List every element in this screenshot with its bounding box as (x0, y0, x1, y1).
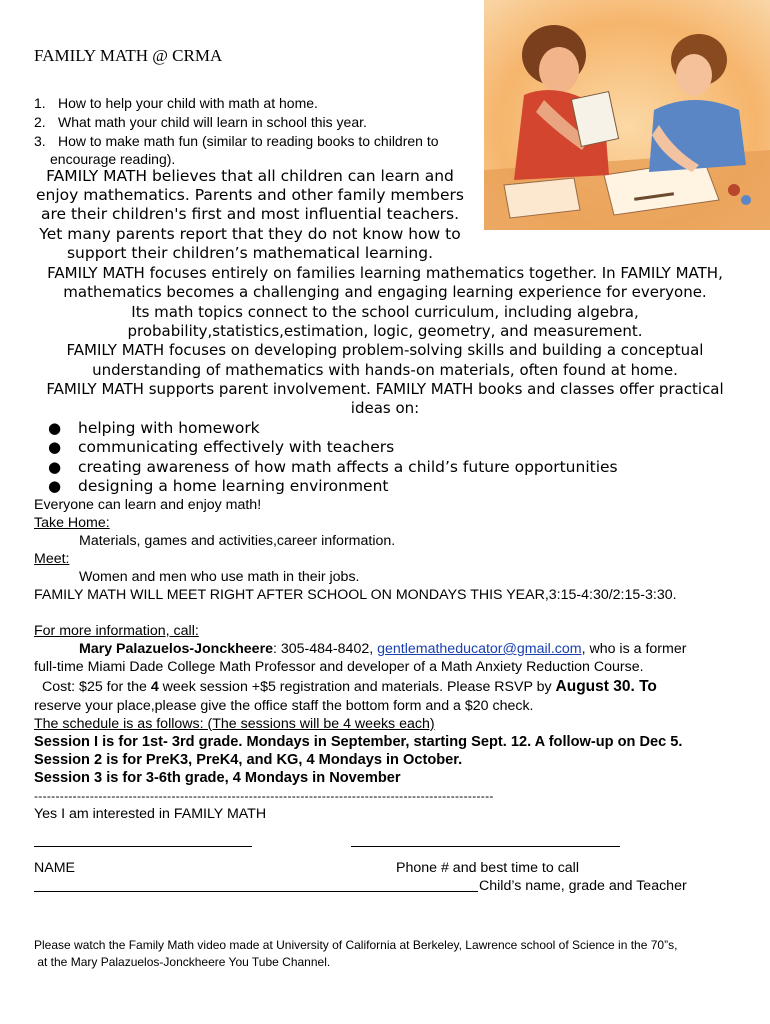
goal-item-1: 1. How to help your child with math at home. (34, 95, 318, 111)
page-title: FAMILY MATH @ CRMA (34, 46, 223, 65)
idea-bullet: ● creating awareness of how math affects a child’s future opportunities (48, 458, 618, 476)
name-blank-line[interactable] (34, 846, 252, 847)
session-2: Session 2 is for PreK3, PreK4, and KG, 4 Mondays in October. (34, 752, 463, 768)
belief-line: Yet many parents report that they do not know how to (39, 225, 461, 243)
belief-line: are their children's first and most influential teachers. (40, 205, 459, 223)
footer-line-1: Please watch the Family Math video made at University of California at Berkeley, Lawrence school of Science in the 70”s, (34, 938, 678, 952)
contact-line (79, 640, 686, 658)
everyone-text: Everyone can learn and enjoy math! (34, 497, 262, 513)
focus-line: Its math topics connect to the school curriculum, including algebra, (131, 303, 639, 321)
focus-line: FAMILY MATH focuses entirely on families learning mathematics together. In FAMILY MATH, (47, 264, 723, 282)
child-info-blank-line[interactable] (34, 891, 478, 892)
contact-phone: : 305-484-8402, (272, 641, 378, 657)
idea-bullet: ● communicating effectively with teachers (48, 438, 395, 456)
focus-line: FAMILY MATH supports parent involvement. FAMILY MATH books and classes offer practical (46, 380, 724, 398)
name-label: NAME (34, 860, 75, 876)
belief-line: FAMILY MATH believes that all children can learn and (46, 167, 454, 185)
goal-item-2: 2. What math your child will learn in school this year. (34, 114, 367, 130)
goal-item-3: 3. How to make math fun (similar to reading books to children to (34, 133, 439, 149)
cost-reserve-line: reserve your place,please give the office staff the bottom form and a $20 check. (34, 698, 534, 714)
bullet-dot-icon: ● (48, 419, 62, 437)
cut-divider: ----------------------------------------------------------------------------------------------------------- (34, 789, 494, 803)
idea-bullet: ● helping with homework (48, 419, 260, 437)
contact-name: Mary Palazuelos-Jonckheere (79, 641, 273, 657)
illustration-art (484, 0, 770, 230)
meet-label: Meet: (34, 551, 70, 567)
focus-line: mathematics becomes a challenging and engaging learning experience for everyone. (63, 283, 707, 301)
bullet-dot-icon: ● (48, 458, 62, 476)
focus-line: probability,statistics,estimation, logic, geometry, and measurement. (127, 322, 643, 340)
bullet-dot-icon: ● (48, 438, 62, 456)
focus-line: FAMILY MATH focuses on developing problem-solving skills and building a conceptual (66, 341, 704, 359)
focus-line: ideas on: (350, 399, 420, 417)
belief-line: enjoy mathematics. Parents and other family members (36, 186, 464, 204)
goal-item-3-continued: encourage reading). (50, 151, 176, 167)
schedule-header: The schedule is as follows: (The sessions will be 4 weeks each) (34, 716, 435, 732)
meet-text: Women and men who use math in their jobs. (79, 569, 360, 585)
child-info-label: Child’s name, grade and Teacher (479, 878, 687, 894)
idea-bullet: ● designing a home learning environment (48, 477, 389, 495)
focus-line: understanding of mathematics with hands-on materials, often found at home. (92, 361, 678, 379)
session-1: Session I is for 1st- 3rd grade. Mondays in September, starting Sept. 12. A follow-up on Dec 5. (34, 734, 683, 750)
contact-suffix: , who is a former (581, 641, 687, 657)
footer-line-2: at the Mary Palazuelos-Jonckheere You Tube Channel. (34, 955, 331, 969)
meeting-schedule: FAMILY MATH WILL MEET RIGHT AFTER SCHOOL ON MONDAYS THIS YEAR,3:15-4:30/2:15-3:30. (34, 587, 677, 603)
bullet-dot-icon: ● (48, 477, 62, 495)
interest-line: Yes I am interested in FAMILY MATH (34, 806, 267, 822)
more-info-label: For more information, call: (34, 623, 199, 639)
phone-blank-line[interactable] (351, 846, 620, 847)
contact-bio: full-time Miami Dade College Math Professor and developer of a Math Anxiety Reduction Course. (34, 659, 644, 675)
email-link[interactable]: gentlematheducator@gmail.com (377, 641, 582, 657)
cost-line: Cost: $25 for the 4 week session +$5 registration and materials. Please RSVP by August 30. To (42, 678, 657, 695)
take-home-text: Materials, games and activities,career information. (79, 533, 396, 549)
session-3: Session 3 is for 3-6th grade, 4 Mondays in November (34, 770, 401, 786)
family-math-illustration (484, 0, 770, 230)
take-home-label: Take Home: (34, 515, 110, 531)
belief-line: support their children’s mathematical learning. (66, 244, 434, 262)
phone-label: Phone # and best time to call (396, 860, 579, 876)
